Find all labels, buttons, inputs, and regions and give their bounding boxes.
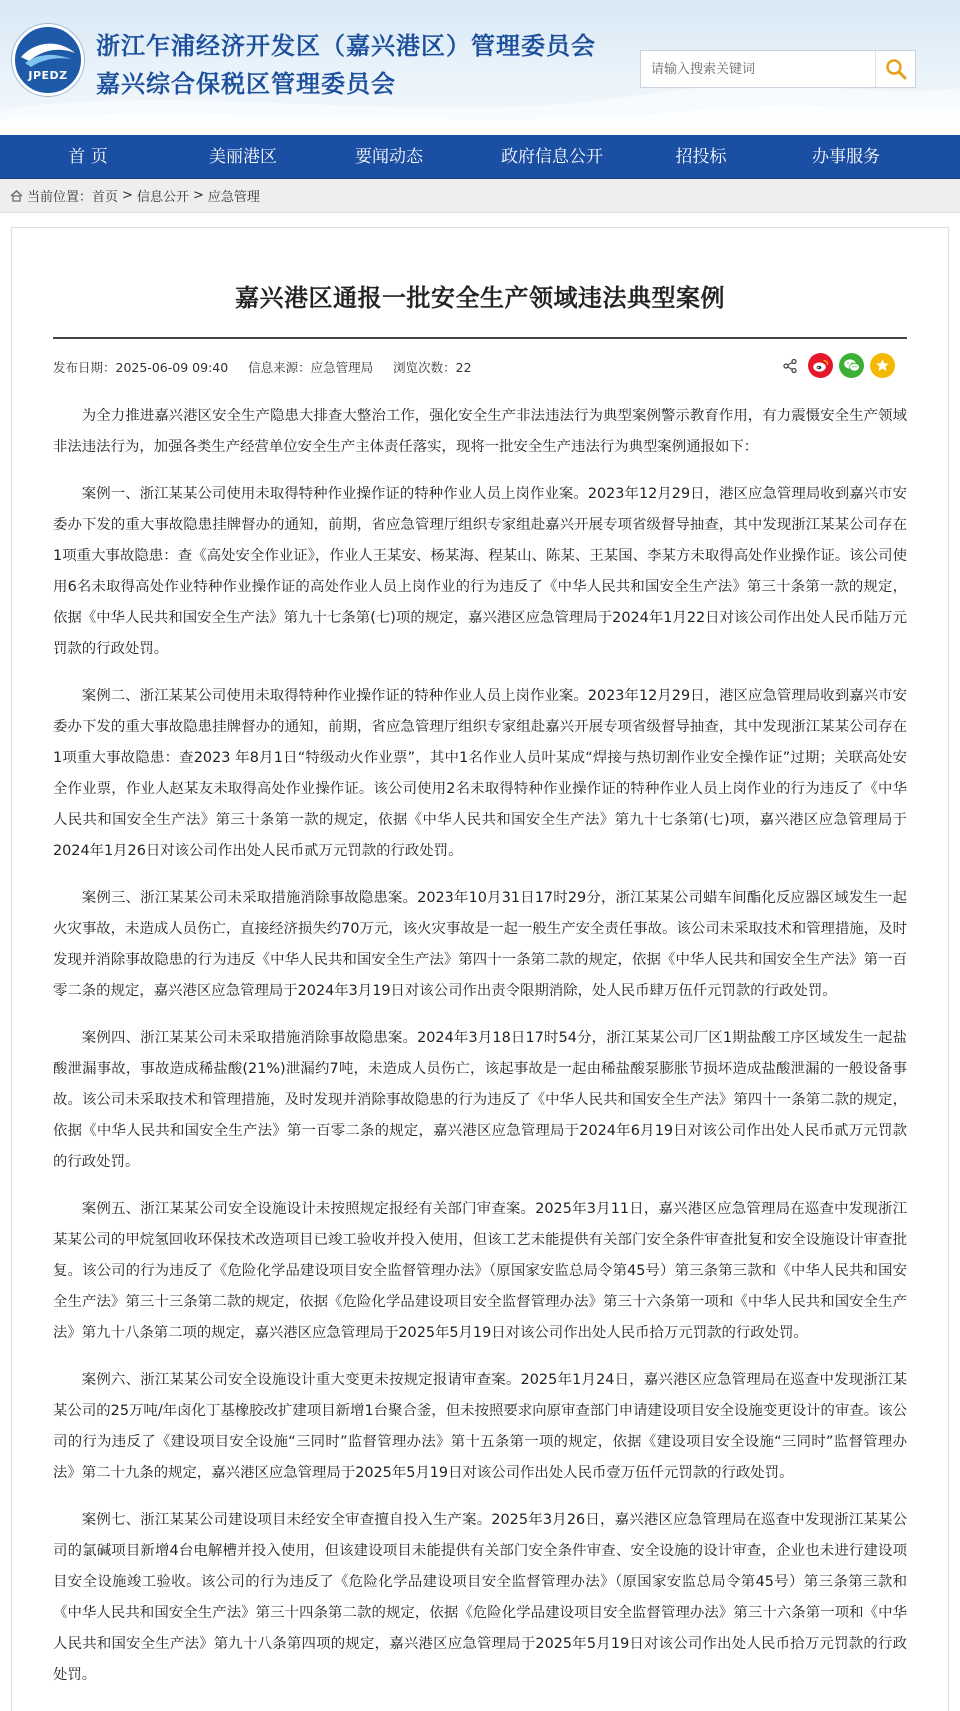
publish-date: 发布日期：2025-06-09 09:40 <box>53 360 229 375</box>
nav-item-services[interactable]: 办事服务 <box>812 146 880 167</box>
main-nav <box>0 135 960 179</box>
nav-item-gov-info[interactable]: 政府信息公开 <box>501 146 603 167</box>
breadcrumb-prefix: 当前位置： <box>27 190 93 205</box>
org-title-line1: 浙江乍浦经济开发区（嘉兴港区）管理委员会 <box>96 32 596 60</box>
search-input[interactable] <box>641 51 875 87</box>
breadcrumb-home-link[interactable]: 首页 <box>92 190 119 205</box>
home-icon <box>10 190 23 202</box>
breadcrumb-emergency-link[interactable]: 应急管理 <box>207 190 260 205</box>
breadcrumb <box>0 179 960 213</box>
breadcrumb-separator: > <box>192 188 204 203</box>
info-source: 信息来源：应急管理局 <box>248 360 374 375</box>
article-paragraph-case3: 案例三、浙江某某公司未采取措施消除事故隐患案。2023年10月31日17时29分，浙江某某公司蜡车间酯化反应器区域发生一起火灾事故，未造成人员伤亡，直接经济损失约70万元，该火灾事故是一起一般生产安全责任事故。该公司未采取技术和管理措施，及时发现并消除事故隐患的行为违反《中华人民共和国安全生产法》第四十一条第二款的规定，依据《中华人民共和国安全生产法》第一百零二条的规定，嘉兴港区应急管理局于2024年3月19日对该公司作出责令限期消除，处人民币肆万伍仟元罚款的行政处罚。 <box>53 890 907 999</box>
article-paragraph-case4: 案例四、浙江某某公司未采取措施消除事故隐患案。2024年3月18日17时54分，浙江某某公司厂区1期盐酸工序区域发生一起盐酸泄漏事故，事故造成稀盐酸(21%)泄漏约7吨，未造成人员伤亡，该起事故是一起由稀盐酸泵膨胀节损坏造成盐酸泄漏的一般设备事故。该公司未采取技术和管理措施，及时发现并消除事故隐患的行为违反了《中华人民共和国安全生产法》第四十一条第二款的规定，依据《中华人民共和国安全生产法》第一百零二条的规定，嘉兴港区应急管理局于2024年6月19日对该公司作出处人民币贰万元罚款的行政处罚。 <box>53 1030 907 1170</box>
search-box <box>640 50 916 88</box>
logo-emblem-icon <box>15 27 81 93</box>
wechat-share-icon[interactable] <box>839 353 864 378</box>
org-title-line2: 嘉兴综合保税区管理委员会 <box>96 70 396 98</box>
article-paragraph-intro: 为全力推进嘉兴港区安全生产隐患大排查大整治工作，强化安全生产非法违法行为典型案例警示教育作用，有力震慑安全生产领域非法违法行为，加强各类生产经营单位安全生产主体责任落实，现将一批安全生产违法行为典型案例通报如下： <box>53 408 907 455</box>
article-title: 嘉兴港区通报一批安全生产领域违法典型案例 <box>235 284 725 312</box>
nav-item-beautiful-port[interactable]: 美丽港区 <box>209 146 277 167</box>
article-body <box>53 401 907 1691</box>
favorite-star-icon[interactable] <box>870 353 895 378</box>
article-meta <box>53 339 907 395</box>
article-paragraph-case5: 案例五、浙江某某公司安全设施设计未按照规定报经有关部门审查案。2025年3月11日，嘉兴港区应急管理局在巡查中发现浙江某某公司的甲烷氢回收环保技术改造项目已竣工验收并投入使用，但该工艺未能提供有关部门安全条件审查批复和安全设施设计审查批复。该公司的行为违反了《危险化学品建设项目安全监督管理办法》（原国家安监总局令第45号）第三条第三款和《中华人民共和国安全生产法》第三十三条第二款的规定，依据《危险化学品建设项目安全监督管理办法》第三十六条第一项和《中华人民共和国安全生产法》第九十八条第二项的规定，嘉兴港区应急管理局于2025年5月19日对该公司作出处人民币拾万元罚款的行政处罚。 <box>53 1201 907 1341</box>
search-button[interactable] <box>875 51 915 87</box>
breadcrumb-separator: > <box>122 188 133 203</box>
nav-item-news[interactable]: 要闻动态 <box>355 146 423 167</box>
site-logo[interactable] <box>12 24 84 96</box>
nav-item-bidding[interactable]: 招投标 <box>675 146 727 167</box>
share-icon[interactable] <box>777 353 802 378</box>
logo-text: JPEDZ <box>28 69 68 82</box>
article-paragraph-case7: 案例七、浙江某某公司建设项目未经安全审查擅自投入生产案。2025年3月26日，嘉兴港区应急管理局在巡查中发现浙江某某公司的氯碱项目新增4台电解槽并投入使用，但该建设项目未能提供有关部门安全条件审查、安全设施的设计审查，企业也未进行建设项目安全设施竣工验收。该公司的行为违反了《危险化学品建设项目安全监督管理办法》（原国家安监总局令第45号）第三条第三款和《中华人民共和国安全生产法》第三十四条第二款的规定，依据《危险化学品建设项目安全监督管理办法》第三十六条第一项和《中华人民共和国安全生产法》第九十八条第四项的规定，嘉兴港区应急管理局于2025年5月19日对该公司作出处人民币拾万元罚款的行政处罚。 <box>53 1512 907 1683</box>
nav-item-home[interactable]: 首 页 <box>68 146 108 167</box>
article-paragraph-case2: 案例二、浙江某某公司使用未取得特种作业操作证的特种作业人员上岗作业案。2023年12月29日，港区应急管理局收到嘉兴市安委办下发的重大事故隐患挂牌督办的通知，前期，省应急管理厅组织专家组赴嘉兴开展专项省级督导抽查，其中发现浙江某某公司存在1项重大事故隐患：查2023 年8月1日“特级动火作业票”，其中1名作业人员叶某成“焊接与热切割作业安全操作证”过期；关联高处安全作业票，作业人赵某友未取得高处作业操作证。该公司使用2名未取得特种作业操作证的特种作业人员上岗作业的行为违反了《中华人民共和国安全生产法》第三十条第一款的规定，依据《中华人民共和国安全生产法》第九十七条第(七)项，嘉兴港区应急管理局于2024年1月26日对该公司作出处人民币贰万元罚款的行政处罚。 <box>53 688 907 859</box>
breadcrumb-info-link[interactable]: 信息公开 <box>136 190 189 205</box>
article-container <box>11 227 949 1711</box>
article-paragraph-case6: 案例六、浙江某某公司安全设施设计重大变更未按规定报请审查案。2025年1月24日，嘉兴港区应急管理局在巡查中发现浙江某某公司的25万吨/年卤化丁基橡胶改扩建项目新增1台聚合釜，但未按照要求向原审查部门申请建设项目安全设施变更设计的审查。该公司的行为违反了《建设项目安全设施“三同时”监督管理办法》第十五条第一项的规定，依据《建设项目安全设施“三同时”监督管理办法》第二十九条的规定，嘉兴港区应急管理局于2025年5月19日对该公司作出处人民币壹万伍仟元罚款的行政处罚。 <box>53 1372 907 1481</box>
site-header <box>0 0 960 135</box>
search-icon <box>885 58 907 80</box>
article-paragraph-case1: 案例一、浙江某某公司使用未取得特种作业操作证的特种作业人员上岗作业案。2023年12月29日，港区应急管理局收到嘉兴市安委办下发的重大事故隐患挂牌督办的通知，前期，省应急管理厅组织专家组赴嘉兴开展专项省级督导抽查，其中发现浙江某某公司存在1项重大事故隐患：查《高处安全作业证》，作业人王某安、杨某海、程某山、陈某、王某国、李某方未取得高处作业操作证。该公司使用6名未取得高处作业特种作业操作证的高处作业人员上岗作业的行为违反了《中华人民共和国安全生产法》第三十条第一款的规定，依据《中华人民共和国安全生产法》第九十七条第(七)项的规定，嘉兴港区应急管理局于2024年1月22日对该公司作出处人民币陆万元罚款的行政处罚。 <box>53 486 907 657</box>
view-count: 浏览次数：22 <box>393 360 472 375</box>
weibo-share-icon[interactable] <box>808 353 833 378</box>
share-bar <box>771 353 895 378</box>
